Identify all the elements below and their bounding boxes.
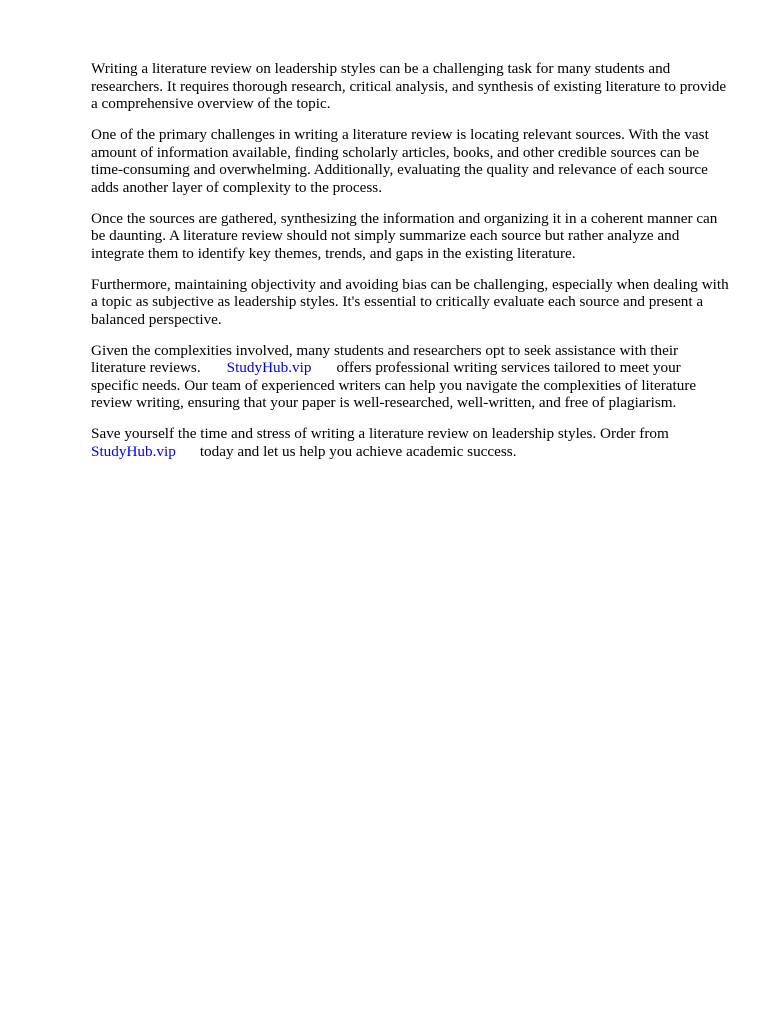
- paragraph-assistance: [91, 342, 731, 412]
- paragraph-intro: Writing a literature review on leadership styles can be a challenging task for many students and researchers. It requires thorough research, critical analysis, and synthesis of existing literature to provide a comprehensive overview of the topic.: [91, 60, 727, 112]
- studyhub-link[interactable]: StudyHub.vip: [226, 359, 312, 376]
- paragraph-assistance-text-before: Given the complexities involved, many students and researchers opt to seek assistance with their literature reviews.: [91, 341, 679, 376]
- paragraph-cta-text-before: Save yourself the time and stress of writing a literature review on leadership styles. Order from: [91, 425, 669, 442]
- paragraph-assistance-text-after: offers professional writing services tailored to meet your specific needs. Our team of experienced writers can help you navigate the complexities of literature review writing, ensuring that your paper is well-researched, well-written, and free of plagiarism.: [91, 359, 697, 411]
- paragraph-synthesis: Once the sources are gathered, synthesizing the information and organizing it in a coherent manner can be daunting. A literature review should not simply summarize each source but rather analyze and integrate them to identify key themes, trends, and gaps in the existing literature.: [91, 209, 718, 262]
- document-page: [91, 60, 731, 474]
- paragraph-sources-challenge: One of the primary challenges in writing a literature review is locating relevant sources. With the vast amount of information available, finding scholarly articles, books, and other credible sources can be time-consuming and overwhelming. Additionally, evaluating the quality and relevance of each source adds another layer of complexity to the process.: [91, 126, 709, 196]
- paragraph-objectivity: Furthermore, maintaining objectivity and avoiding bias can be challenging, especially when dealing with a topic as subjective as leadership styles. It's essential to critically evaluate each source and present a balanced perspective.: [91, 275, 729, 328]
- paragraph-call-to-action: [91, 425, 731, 460]
- studyhub-order-link[interactable]: StudyHub.vip: [91, 442, 176, 460]
- paragraph-cta-text-after: today and let us help you achieve academic success.: [199, 442, 517, 460]
